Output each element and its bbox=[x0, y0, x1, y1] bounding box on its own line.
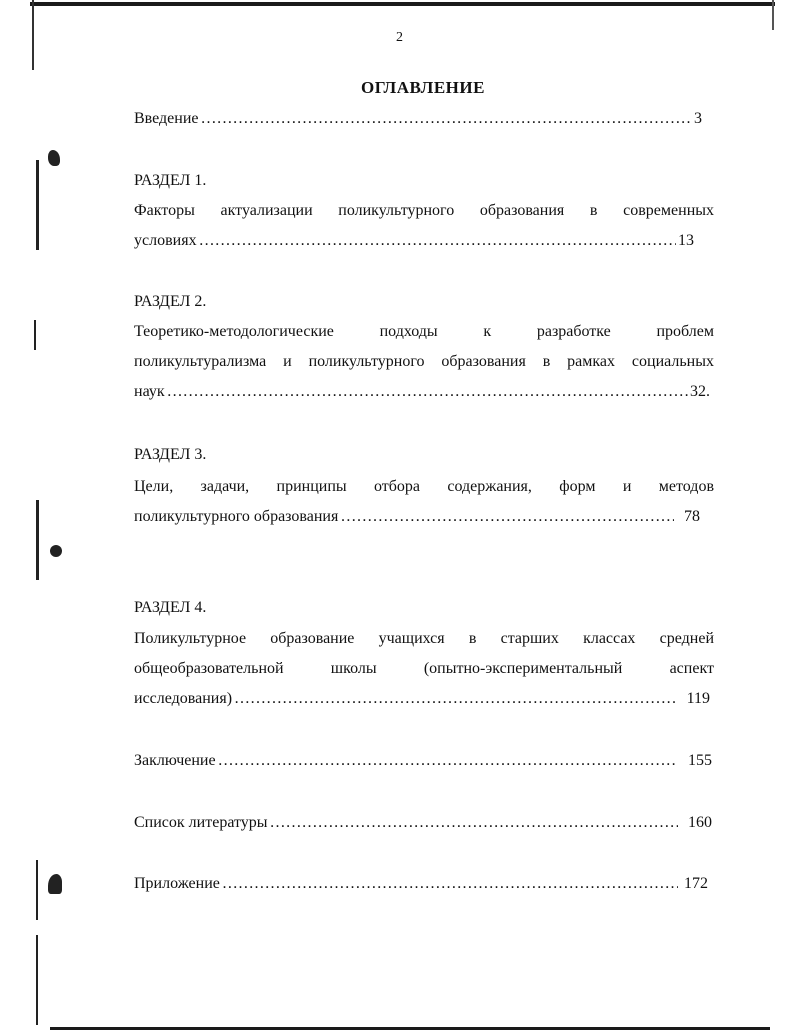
scan-mark bbox=[48, 150, 60, 166]
toc-entry-intro[interactable] bbox=[134, 109, 714, 129]
entry-title: исследования) bbox=[134, 690, 233, 707]
dot-leader bbox=[199, 231, 676, 251]
entry-page: 155 bbox=[688, 752, 712, 769]
toc-entry-references[interactable] bbox=[134, 813, 714, 833]
scan-border-bottom bbox=[50, 1027, 770, 1030]
entry-title: условиях bbox=[134, 232, 197, 249]
scan-border-right bbox=[772, 0, 774, 30]
dot-leader bbox=[167, 382, 688, 402]
dot-leader bbox=[340, 507, 674, 527]
toc-entry-appendix[interactable] bbox=[134, 874, 714, 894]
entry-page: 13 bbox=[678, 232, 694, 249]
dot-leader bbox=[222, 874, 678, 894]
section-2-title-line: поликультурализма и поликультурного образования в рамках социальных bbox=[134, 353, 714, 370]
toc-entry-section-4[interactable] bbox=[134, 689, 714, 709]
entry-title: Список литературы bbox=[134, 814, 268, 831]
section-3-heading: РАЗДЕЛ 3. bbox=[134, 446, 207, 463]
dot-leader bbox=[201, 109, 693, 129]
scan-mark bbox=[36, 160, 39, 250]
entry-page: 3 bbox=[694, 110, 702, 127]
scan-mark bbox=[36, 500, 39, 580]
toc-entry-conclusion[interactable] bbox=[134, 751, 714, 771]
entry-title: Введение bbox=[134, 110, 199, 127]
entry-page: 172 bbox=[684, 875, 708, 892]
entry-title: Заключение bbox=[134, 752, 216, 769]
section-1-title-line: Факторы актуализации поликультурного образования в современных bbox=[134, 202, 714, 219]
scan-mark bbox=[50, 545, 62, 557]
scan-border-top bbox=[30, 2, 775, 6]
dot-leader bbox=[270, 813, 678, 833]
entry-page: 78 bbox=[684, 508, 700, 525]
entry-page: 160 bbox=[688, 814, 712, 831]
dot-leader bbox=[218, 751, 676, 771]
scan-mark bbox=[34, 320, 36, 350]
entry-title: Приложение bbox=[134, 875, 220, 892]
page-number: 2 bbox=[396, 30, 403, 45]
dot-leader bbox=[234, 689, 677, 709]
section-2-title-line: Теоретико-методологические подходы к разработке проблем bbox=[134, 323, 714, 340]
section-4-title-line: Поликультурное образование учащихся в старших классах средней bbox=[134, 630, 714, 647]
entry-page: 32. bbox=[690, 383, 710, 400]
scan-mark bbox=[48, 874, 62, 894]
toc-entry-section-3[interactable] bbox=[134, 507, 714, 527]
toc-entry-section-2[interactable] bbox=[134, 382, 714, 402]
toc-entry-section-1[interactable] bbox=[134, 231, 714, 251]
scan-mark bbox=[36, 860, 38, 920]
section-2-heading: РАЗДЕЛ 2. bbox=[134, 293, 207, 310]
section-4-heading: РАЗДЕЛ 4. bbox=[134, 599, 207, 616]
entry-title: наук bbox=[134, 383, 165, 400]
section-3-title-line: Цели, задачи, принципы отбора содержания, форм и методов bbox=[134, 478, 714, 495]
entry-page: 119 bbox=[686, 690, 710, 707]
toc-title: ОГЛАВЛЕНИЕ bbox=[361, 78, 485, 97]
scan-mark bbox=[36, 935, 38, 1025]
section-4-title-line: общеобразовательной школы (опытно-экспериментальный аспект bbox=[134, 660, 714, 677]
section-1-heading: РАЗДЕЛ 1. bbox=[134, 172, 207, 189]
entry-title: поликультурного образования bbox=[134, 508, 339, 525]
